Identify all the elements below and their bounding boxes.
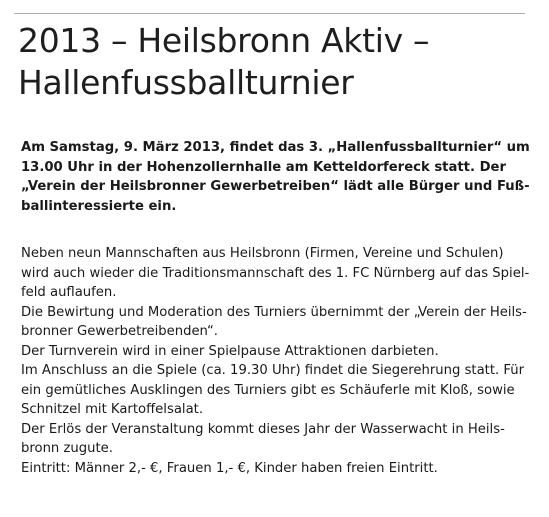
body-line: Schnitzel mit Kartoffelsalat. [21, 402, 204, 417]
lead-line: 13.00 Uhr in der Hohenzollernhalle am Ketteldorfereck statt. Der [21, 159, 506, 175]
article-title-line-1: 2013 – Heilsbronn Aktiv – [18, 21, 430, 60]
top-divider [14, 13, 525, 14]
body-line: Die Bewirtung und Moderation des Turniers übernimmt der „Verein der Heils- [21, 304, 527, 320]
lead-line: „Verein der Heilsbronner Gewerbetreiben“ lädt alle Bürger und Fuß- [21, 179, 530, 194]
body-line: Im Anschluss an die Spiele (ca. 19.30 Uhr) findet die Siegerehrung statt. Für [21, 363, 525, 378]
article-lead [21, 138, 533, 216]
body-line: bronner Gewerbetreibenden“. [21, 324, 218, 339]
article-title-line-2: Hallenfussballturnier [18, 63, 354, 102]
body-line: Der Erlös der Veranstaltung kommt dieses Jahr der Wasserwacht in Heils- [21, 421, 505, 437]
body-line: Eintritt: Männer 2,- €, Frauen 1,- €, Kinder haben freien Eintritt. [21, 460, 438, 476]
body-line: Neben neun Mannschaften aus Heilsbronn (Firmen, Vereine und Schulen) [21, 246, 504, 261]
body-line: feld auflaufen. [21, 285, 117, 300]
body-line: ein gemütliches Ausklingen des Turniers gibt es Schäuferle mit Kloß, sowie [21, 382, 515, 398]
article-title [18, 20, 533, 104]
lead-line: Am Samstag, 9. März 2013, findet das 3. „Hallenfussballturnier“ um [21, 140, 530, 155]
body-line: Der Turnverein wird in einer Spielpause Attraktionen darbieten. [21, 343, 439, 359]
body-line: wird auch wieder die Traditionsmannschaft des 1. FC Nürnberg auf das Spiel- [21, 265, 530, 281]
lead-line: ballinteressierte ein. [21, 198, 177, 214]
article-body [21, 244, 533, 478]
body-line: bronn zugute. [21, 441, 113, 456]
